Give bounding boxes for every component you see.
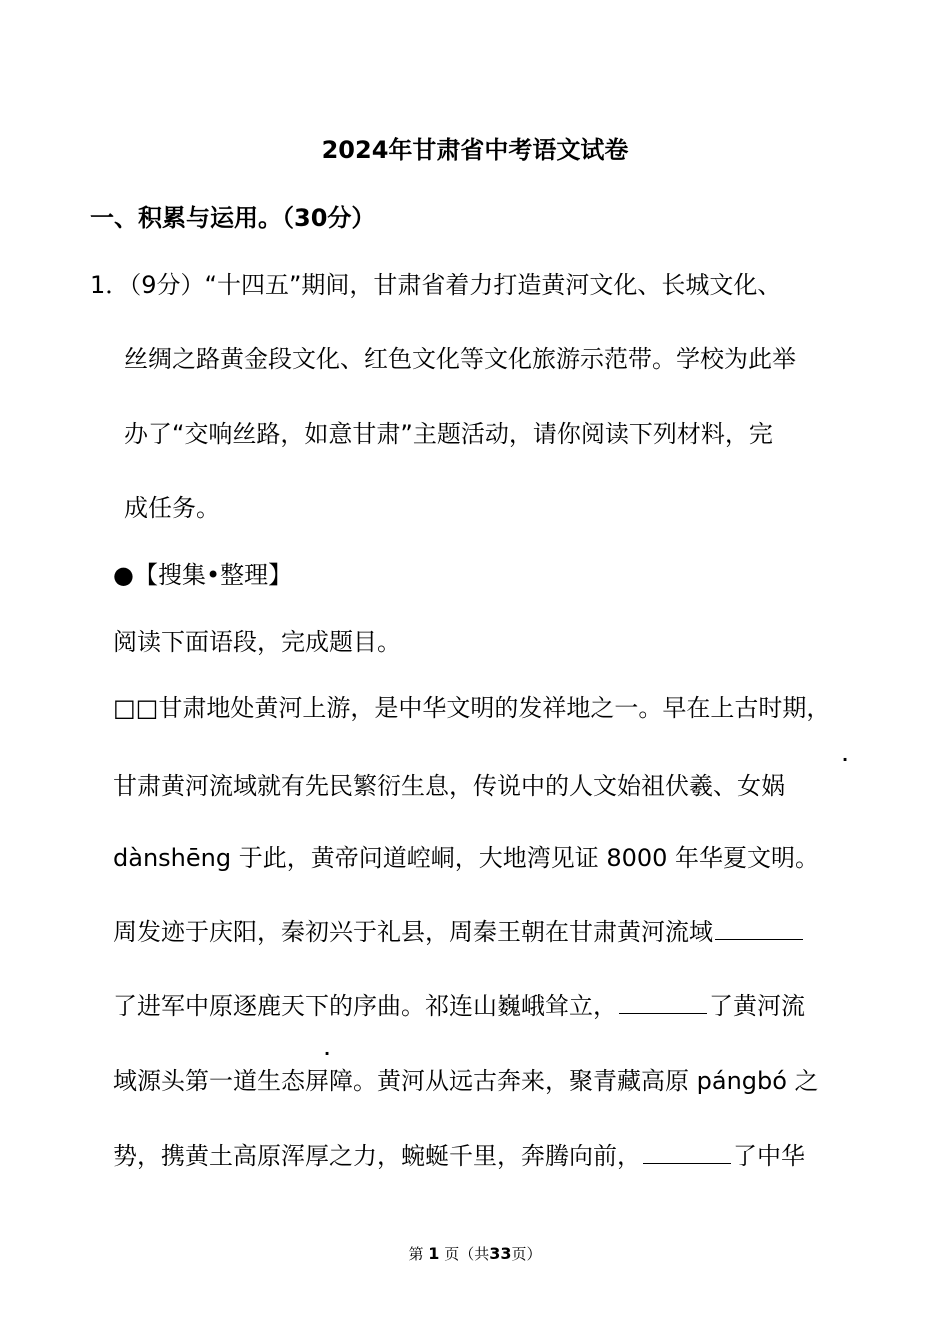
footer-prefix: 第: [408, 1245, 424, 1263]
page-title: 2024年甘肃省中考语文试卷: [321, 136, 629, 164]
answer-blank-2[interactable]: [619, 991, 707, 1014]
footer-middle: 页（共: [444, 1245, 490, 1263]
question-line-1: 1．（9分）“十四五”期间，甘肃省着力打造黄河文化、长城文化、: [90, 271, 782, 299]
passage-line-3: dànshēng 于此，黄帝问道崆峒，大地湾见证 8000 年华夏文明。: [113, 844, 820, 872]
passage-line-4-text: 周发迹于庆阳，秦初兴于礼县，周秦王朝在甘肃黄河流域: [113, 918, 713, 946]
passage-line-7-text-b: 了中华: [733, 1142, 805, 1170]
passage-line-5-text-b: 了黄河流: [709, 992, 805, 1020]
instruction-text: 阅读下面语段，完成题目。: [113, 628, 401, 656]
passage-line-7-text-a: 势，携黄土高原浑厚之力，蜿蜒千里，奔腾向前，: [113, 1142, 641, 1170]
passage-line-1: □□甘肃地处黄河上游，是中华文明的发祥地之一。早在上古时期，: [113, 694, 831, 722]
subtask-label: ●【搜集•整理】: [113, 561, 293, 589]
page-footer: [0, 1244, 950, 1264]
passage-line-2: 甘肃黄河流域就有先民繁衍生息，传说中的人文始祖伏羲、女娲: [113, 772, 785, 800]
passage-line-5: [113, 991, 805, 1021]
section-heading: 一、积累与运用。（30分）: [90, 204, 376, 232]
passage-line-4: [113, 917, 805, 947]
emphasis-dot: ·: [842, 750, 849, 769]
answer-blank-1[interactable]: [715, 917, 803, 940]
emphasis-dot: ·: [324, 1044, 331, 1063]
passage-line-5-text-a: 了进军中原逐鹿天下的序曲。祁连山巍峨耸立，: [113, 992, 617, 1020]
answer-blank-3[interactable]: [643, 1141, 731, 1164]
question-line-3: 办了“交响丝路，如意甘肃”主题活动，请你阅读下列材料，完: [124, 420, 773, 448]
question-line-4: 成任务。: [124, 494, 220, 522]
footer-page-number: 1: [428, 1244, 440, 1263]
footer-total-pages: 33: [489, 1244, 512, 1263]
question-line-2: 丝绸之路黄金段文化、红色文化等文化旅游示范带。学校为此举: [124, 345, 796, 373]
passage-line-7: [113, 1141, 805, 1171]
footer-suffix: 页）: [511, 1245, 542, 1263]
passage-line-6: 域源头第一道生态屏障。黄河从远古奔来，聚青藏高原 pángbó 之: [113, 1067, 819, 1095]
